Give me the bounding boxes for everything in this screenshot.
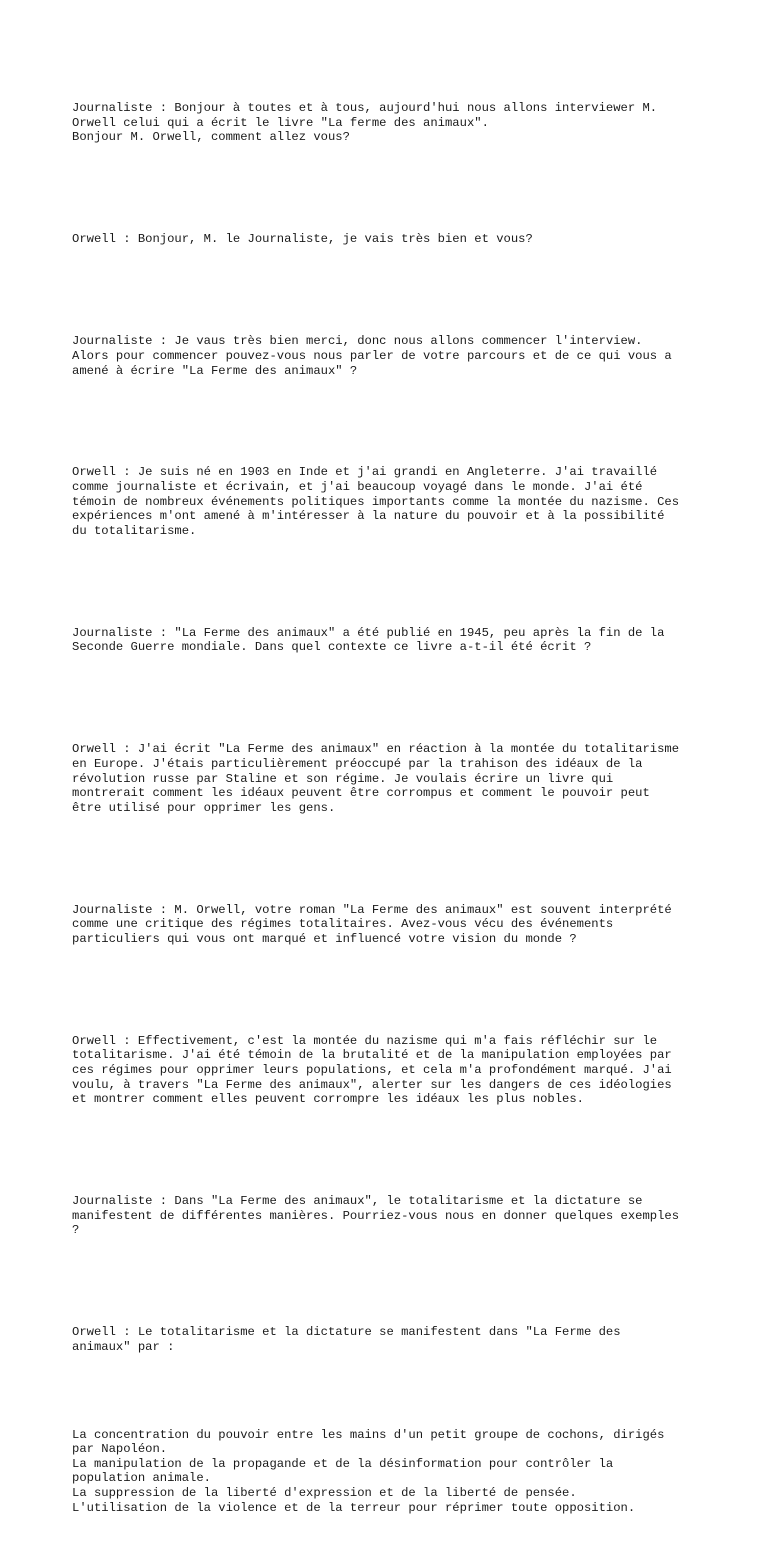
paragraph-gap (72, 174, 702, 203)
paragraph-gap (72, 568, 702, 597)
paragraph-journaliste-question-2: Journaliste : "La Ferme des animaux" a été publié en 1945, peu après la fin de la Seconde Guerre mondiale. Dans quel contexte ce livre a-t-il été écrit ? (72, 625, 665, 655)
paragraph-gap (72, 1136, 702, 1165)
paragraph-orwell-answer-1: Orwell : Je suis né en 1903 en Inde et j'ai grandi en Angleterre. J'ai travaillé comme journaliste et écrivain, et j'ai beaucoup voyagé dans le monde. J'ai été témoin de nombreux événements politiques importants comme la montée du nazisme. Ces expériences m'ont amené à m'intéresser à la nature du pouvoir et à la possibilité du totalitarisme. (72, 465, 680, 538)
document-body (72, 72, 702, 1544)
paragraph-gap (72, 845, 702, 874)
paragraph-journaliste-question-1: Journaliste : Je vaus très bien merci, donc nous allons commencer l'interview. Alors pour commencer pouvez-vous nous parler de votre parcours et de ce qui vous a amené à écrire "La Ferme des animaux" ? (72, 334, 672, 378)
paragraph-gap (72, 407, 702, 436)
paragraph-gap (72, 684, 702, 713)
paragraph-orwell-answer-4-intro: Orwell : Le totalitarisme et la dictature se manifestent dans "La Ferme des animaux" par : (72, 1325, 621, 1354)
paragraph-gap (72, 1384, 702, 1399)
paragraph-orwell-answer-2: Orwell : J'ai écrit "La Ferme des animaux" en réaction à la montée du totalitarisme en Europe. J'étais particulièrement préoccupé par la trahison des idéaux de la révolution russe par Staline et son régime. Je voulais écrire un livre qui montrerait comment les idéaux peuvent être corrompus et comment le pouvoir peut être utilisé pour opprimer les gens. (72, 742, 680, 815)
paragraph-gap (72, 276, 702, 305)
paragraph-journaliste-question-3: Journaliste : M. Orwell, votre roman "La Ferme des animaux" est souvent interprété comme une critique des régimes totalitaires. Avez-vous vécu des événements particuliers qui vous ont marqué et influencé votre vision du monde ? (72, 902, 672, 946)
paragraph-orwell-answer-4-list: La concentration du pouvoir entre les mains d'un petit groupe de cochons, dirigés par Napoléon. La manipulation de la propagande et de la désinformation pour contrôler la population animale. La suppression de la liberté d'expression et de la liberté de pensée. L'utilisation de la violence et de la terreur pour réprimer toute opposition. (72, 1427, 665, 1515)
paragraph-journaliste-intro: Journaliste : Bonjour à toutes et à tous, aujourd'hui nous allons interviewer M. Orwell celui qui a écrit le livre "La ferme des animaux". Bonjour M. Orwell, comment allez vous? (72, 101, 658, 145)
paragraph-gap (72, 976, 702, 1005)
paragraph-gap (72, 1267, 702, 1296)
paragraph-journaliste-question-4: Journaliste : Dans "La Ferme des animaux", le totalitarisme et la dictature se manifestent de différentes manières. Pourriez-vous nous en donner quelques exemples ? (72, 1194, 680, 1238)
paragraph-orwell-answer-3: Orwell : Effectivement, c'est la montée du nazisme qui m'a fais réfléchir sur le totalitarisme. J'ai été témoin de la brutalité et de la manipulation employées par ces régimes pour opprimer leurs populations, et cela m'a profondément marqué. J'ai voulu, à travers "La Ferme des animaux", alerter sur les dangers de ces idéologies et montrer comment elles peuvent corrompre les idéaux les plus nobles. (72, 1033, 672, 1107)
paragraph-orwell-greeting: Orwell : Bonjour, M. le Journaliste, je vais très bien et vous? (72, 232, 533, 247)
